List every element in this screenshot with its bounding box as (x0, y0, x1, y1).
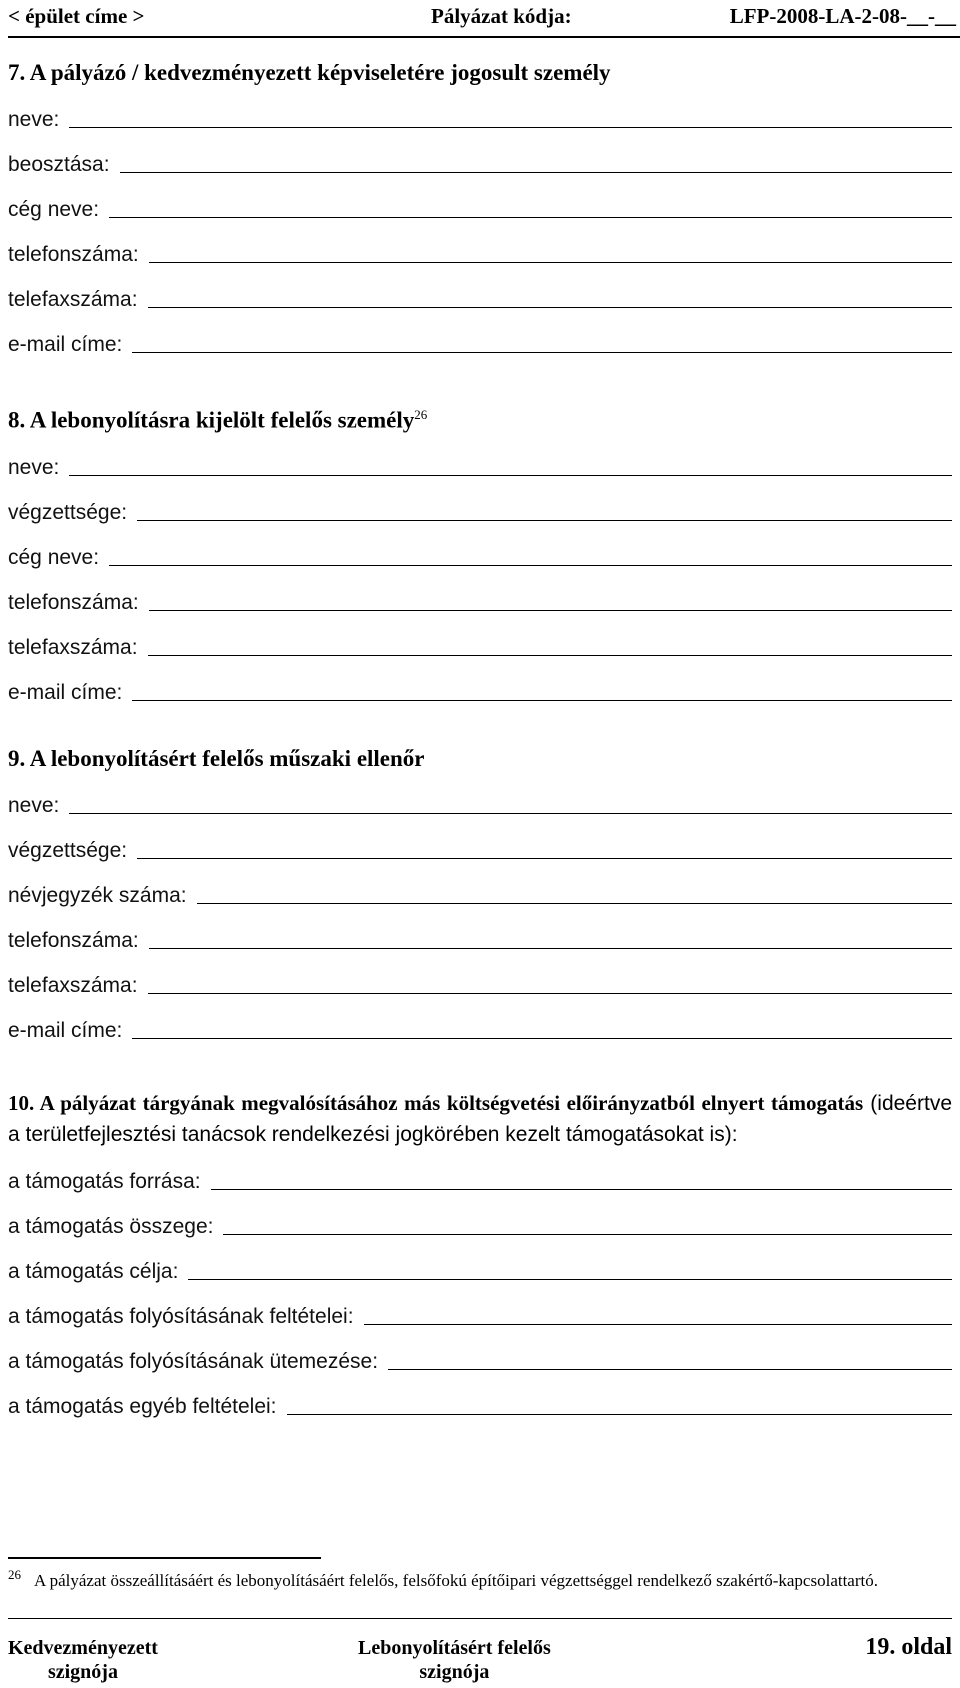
field-label: a támogatás folyósításának ütemezése: (8, 1350, 379, 1373)
field-label: e-mail címe: (8, 680, 123, 704)
field-row (8, 909, 952, 954)
section-7-title: 7. A pályázó / kedvezményezett képviseletére jogosult személy (8, 60, 611, 85)
section-10-intro (8, 1088, 952, 1150)
company-input-line[interactable] (109, 543, 952, 566)
section-9-title: 9. A lebonyolításért felelős műszaki ellenőr (8, 746, 425, 771)
name-input-line[interactable] (69, 105, 952, 128)
field-row (8, 88, 952, 133)
field-label: neve: (8, 794, 60, 817)
field-row (8, 661, 952, 706)
footer-divider (8, 1618, 952, 1619)
field-row (8, 774, 952, 819)
field-row (8, 526, 952, 571)
field-row (8, 223, 952, 268)
name-input-line[interactable] (69, 453, 952, 476)
qualification-input-line[interactable] (137, 836, 952, 859)
field-label: végzettsége: (8, 839, 128, 862)
manager-label-line1: Lebonyolításért felelős (358, 1637, 551, 1659)
manager-label-line2: szignója (419, 1661, 490, 1683)
field-label: telefaxszáma: (8, 974, 138, 997)
fax-input-line[interactable] (148, 971, 952, 994)
field-label: a támogatás célja: (8, 1260, 179, 1283)
field-row (8, 571, 952, 616)
field-row (8, 1240, 952, 1285)
grant-amount-input-line[interactable] (223, 1212, 952, 1235)
email-input-line[interactable] (132, 678, 952, 701)
field-label: neve: (8, 108, 60, 131)
building-address-placeholder: < épület címe > (8, 4, 145, 28)
field-row (8, 864, 952, 909)
field-row (8, 178, 952, 223)
email-input-line[interactable] (132, 1016, 952, 1039)
field-label: telefaxszáma: (8, 288, 138, 311)
field-row (8, 481, 952, 526)
section-7 (8, 58, 952, 358)
fax-input-line[interactable] (148, 285, 952, 308)
section-10-title: 10. A pályázat tárgyának megvalósításához más költségvetési előirányzatból elnyert támogatás (8, 1091, 864, 1115)
field-label: cég neve: (8, 545, 100, 569)
application-code-label: Pályázat kódja: (431, 4, 572, 28)
field-row (8, 436, 952, 481)
page-header (8, 0, 960, 38)
fax-input-line[interactable] (148, 633, 952, 656)
field-label: neve: (8, 455, 60, 479)
registry-number-input-line[interactable] (197, 881, 952, 904)
manager-signature-label (358, 1636, 551, 1684)
position-input-line[interactable] (120, 150, 952, 173)
field-label: a támogatás összege: (8, 1215, 214, 1238)
field-label: telefonszáma: (8, 590, 139, 614)
field-label: telefonszáma: (8, 929, 139, 952)
beneficiary-label-line2: szignója (47, 1661, 118, 1683)
phone-input-line[interactable] (149, 588, 952, 611)
field-row (8, 313, 952, 358)
footnote-text: A pályázat összeállításáért és lebonyolításáért felelős, felsőfokú építőipari végzettséggel rendelkező szakértő-kapcsolattartó. (34, 1571, 878, 1590)
disbursement-conditions-input-line[interactable] (364, 1302, 952, 1325)
other-conditions-input-line[interactable] (287, 1392, 952, 1415)
field-row (8, 819, 952, 864)
field-row (8, 1285, 952, 1330)
phone-input-line[interactable] (149, 926, 952, 949)
field-row (8, 616, 952, 661)
section-10-title-note: (ideértve a területfejlesztési tanácsok rendelkezési jogkörében kezelt támogatásokat is): (8, 1092, 952, 1146)
field-label: beosztása: (8, 153, 110, 176)
field-label: a támogatás forrása: (8, 1170, 201, 1193)
section-8 (8, 400, 952, 706)
email-input-line[interactable] (132, 330, 952, 353)
field-label: telefonszáma: (8, 243, 139, 266)
field-label: e-mail címe: (8, 333, 123, 356)
qualification-input-line[interactable] (137, 498, 952, 521)
field-label: a támogatás egyéb feltételei: (8, 1395, 277, 1418)
page-number: 19. oldal (865, 1634, 952, 1660)
field-label: névjegyzék száma: (8, 884, 187, 907)
field-row (8, 1195, 952, 1240)
field-label: végzettsége: (8, 500, 128, 524)
field-label: e-mail címe: (8, 1019, 123, 1042)
field-row (8, 133, 952, 178)
footnote-number: 26 (8, 1567, 21, 1582)
field-row (8, 954, 952, 999)
field-label: a támogatás folyósításának feltételei: (8, 1305, 354, 1328)
field-row (8, 1150, 952, 1195)
field-row (8, 999, 952, 1044)
beneficiary-label-line1: Kedvezményezett (8, 1637, 158, 1659)
field-label: cég neve: (8, 198, 100, 221)
disbursement-schedule-input-line[interactable] (388, 1347, 952, 1370)
beneficiary-signature-label (8, 1636, 158, 1684)
company-input-line[interactable] (109, 195, 952, 218)
grant-source-input-line[interactable] (211, 1167, 952, 1190)
name-input-line[interactable] (69, 791, 952, 814)
section-8-title (8, 400, 952, 436)
field-label: telefaxszáma: (8, 635, 138, 659)
section-10 (8, 1088, 952, 1420)
footnote-reference[interactable]: 26 (414, 407, 428, 422)
field-row (8, 1375, 952, 1420)
footnote (8, 1567, 952, 1592)
grant-purpose-input-line[interactable] (188, 1257, 952, 1280)
phone-input-line[interactable] (149, 240, 952, 263)
section-9 (8, 744, 952, 1044)
field-row (8, 268, 952, 313)
page-footer (8, 1624, 952, 1684)
footnote-separator (8, 1557, 321, 1559)
application-code-value: LFP-2008-LA-2-08-__-__ (729, 4, 956, 28)
field-row (8, 1330, 952, 1375)
section-8-title-text: 8. A lebonyolításra kijelölt felelős személy (8, 407, 415, 433)
